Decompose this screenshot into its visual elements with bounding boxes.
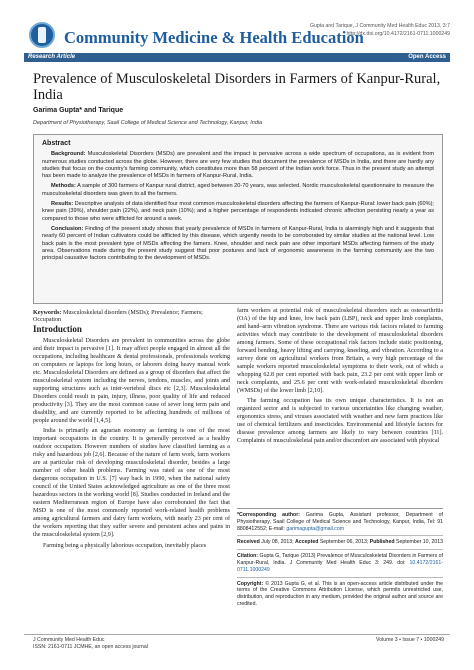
copyright-text: © 2013 Gupta G, et al. This is an open-access article distributed under the terms of the Creative Commons Attribution License, which permits unrestricted use, distribution, and reproduction in any medium, provided the original author and source are credited.	[237, 580, 443, 607]
received-date: July 08, 2013;	[261, 539, 294, 546]
author-affiliation: Department of Physiotherapy, Saail College of Medical Science and Technology, Kanpur, India	[33, 120, 263, 126]
right-column	[237, 308, 443, 449]
footer-journal-info	[33, 637, 148, 651]
footer-volume: Volume 3 • Issue 7 • 1000249	[376, 637, 444, 643]
notes-separator	[237, 535, 443, 536]
intro-paragraph-1: Musculoskeletal Disorders are prevalent in communities across the globe and their impact is pervasive [1]. It may affect people engaged in almost all the occupations, including healthcare & dental professionals, professionals working on computers or laptops for long hours, or laborers doing heavy manual work etc. Musculoskeletal Disorders are defined as a group of disorders that affect the musculoskeletal system including the nerves, tendons, muscles, and joints and supporting structures such as inter-vertebral discs etc [2,3]. Musculoskeletal Disorders could result in pain, injury, illness, poor quality of life and reduced productivity [3]. They are the most common cause of sever long term pain and disability, and are currently reported to be affecting hundreds of millions of people around the world [1,4,5].	[33, 338, 230, 424]
left-column	[33, 338, 230, 554]
accepted-date: September 06, 2013;	[319, 539, 369, 546]
published-date: September 10, 2013	[395, 539, 443, 546]
published-label: Published	[369, 539, 395, 546]
accepted-label: Accepted	[295, 539, 319, 546]
introduction-heading: Introduction	[33, 324, 82, 334]
intro-paragraph-2: India is primarily an agrarian economy as farming is one of the most important occupations in the country. It is generally perceived as a healthy outdoor occupation. However numbers of studies have classified farming as a risky and hazardous job [2,6]. Because of the nature of farm work, farm workers are at particular risk of developing musculoskeletal disorder, besides a large number of other health problems. Farming was rated as one of the most dangerous occupation in U.S. [7] way back in 1990, when the national safety council of the United States acknowledged agriculture as one of the three most hazardous sectors in the working world [8]. Studies conducted in Ireland and the eastern Mediterranean region of Europe have also corroborated the fact that MSD is one of the most commonly reported work-related health problems among agricultural farmers and dairy farm workers, with nearly 23 per cent of the workers reporting that they suffer severe and persistent aches and pains in the musculoskeletal system [2,9].	[33, 428, 230, 538]
article-dates	[237, 539, 443, 546]
methods-text: A sample of 300 farmers of Kanpur rural district, aged between 20-70 years, was selected. Nordic musculoskeletal questionnaire to measure the musculoskeletal disorders was given to all the farmers.	[42, 183, 434, 197]
methods-label: Methods:	[51, 183, 76, 190]
author-email-link[interactable]: garimagupta@gmail.com	[286, 525, 345, 532]
background-label: Background:	[51, 151, 86, 158]
journal-name: Community Medicine & Health Education	[64, 28, 364, 47]
citation-label: Citation:	[237, 553, 259, 560]
corresponding-text: Garima Gupta, Assistant professor, Department of Physiotherapy, Saail College of Medical Science and Technology, Kanpur, India, Tel: 91 8808412552; E-mail:	[237, 512, 443, 532]
footer-issn: ISSN: 2161-0711 JCMHE, an open access journal	[33, 644, 148, 650]
journal-logo	[29, 22, 55, 48]
received-label: Received	[237, 539, 260, 546]
footer-divider	[24, 634, 450, 635]
abstract-background	[42, 151, 434, 180]
header-citation: Gupta and Tarique, J Community Med Health Educ 2013, 3:7	[309, 23, 450, 29]
conclusion-label: Conclusion:	[51, 225, 84, 232]
copyright-label: Copyright:	[237, 580, 264, 587]
article-authors: Garima Gupta* and Tarique	[33, 107, 124, 114]
footer-journal-short: J Community Med Health Educ	[33, 637, 105, 643]
citation-note	[237, 553, 443, 573]
notes-separator	[237, 549, 443, 550]
abstract-conclusion	[42, 226, 434, 262]
article-type-label: Research Article	[28, 54, 76, 60]
abstract-heading: Abstract	[42, 140, 71, 147]
keywords	[33, 310, 229, 325]
keywords-text: Musculoskeletal disorders (MSDs); Prevalence; Farmers; Occupation	[33, 310, 203, 324]
copyright-note	[237, 581, 443, 608]
notes-divider	[237, 508, 443, 509]
results-text: Descriptive analysis of data identified four most common musculoskeletal disorders affecting the farmers of Kanpur-Rural: lower back pain (60%); knee pain (39%), shoulder pain (22%), and neck pain (10%); and a higher percentage of respondents indicated chronic affection persisting nearly a year as compared to those who were afflicted for around a week.	[42, 201, 434, 222]
abstract-results	[42, 201, 434, 223]
results-label: Results:	[51, 201, 74, 208]
notes-separator	[237, 577, 443, 578]
open-access-label: Open Access	[408, 54, 446, 60]
corresponding-author	[237, 512, 443, 532]
conclusion-text: Finding of the present study shows that yearly prevalence of MSDs in farmers of Kanpur-Rural, India is alarmingly high and it suggests that nearly 60 percent of Indian cultivators could be afflicted by this disease, which urgently needs to be corroborated by similar studies at the national level. Low back pain is the most prevalent type of MSDs affecting the famers. Knee, shoulder and neck pain are other important MSDs affecting farmers of the study area. Observations made during the present study suggest that poor postures and lack of ergonomic awareness in the farming community are the two principal causative factors contributing to the development of MSDs.	[42, 225, 434, 262]
article-title: Prevalence of Musculoskeletal Disorders in Farmers of Kanpur-Rural, India	[33, 71, 441, 103]
intro-paragraph-4: farm workers at potential risk of musculoskeletal disorders such as osteoarthritis (OA) of the hip and knee, low back pain (LBP), neck and upper limb complaints, and hand–arm vibration syndrome. There are various risk factors related to farming activities which may contribute to the development of musculoskeletal disorders among farmers. Some of these occupational risk factors include static positioning, forward bending, heavy lifting and carrying, kneeling, and vibration. According to a survey done on agricultural workers from Britain, a very high percentage of the sample workers reported musculoskeletal symptoms to their work, out of which a whopping 62.8 per cent reported with back pain, 23.2 per cent with upper limb or neck complaints, and 25.6 per cent with work-related musculoskeletal disorders (WMSDs) of the lower limb [2,10].	[237, 308, 443, 394]
abstract-methods	[42, 183, 434, 198]
header-citation-block	[250, 22, 450, 38]
corresponding-label: *Corresponding author:	[237, 512, 300, 518]
keywords-label: Keywords:	[33, 310, 62, 316]
article-notes	[237, 512, 443, 611]
article-type-banner	[24, 53, 450, 62]
citation-doi-link[interactable]: 10.4172/2161-0711.1000249	[237, 559, 443, 573]
background-text: Musculoskeletal Disorders (MSDs) are prevalent and the impact is pervasive across a wide spectrum of occupations, as is evident from numerous studies conducted across the globe. However, there are very few studies that document the prevalence of MSDs in India, and there are hardly any studies that focus on the country's farming community, which constitutes more than 58 percent of the Indian work force. Thus in the present study an attempt has been made to analyze the prevalence of MSDs in farmers of Kanpur-Rural, India.	[42, 151, 434, 180]
intro-paragraph-3: Farming being a physically laborious occupation, inevitably places	[43, 542, 207, 549]
abstract-box	[33, 134, 443, 304]
citation-text: Gupta G, Tarique (2013) Prevalence of Musculoskeletal Disorders in Farmers of Kanpur-Rural, India. J Community Med Health Educ 3: 249. doi:	[237, 553, 443, 566]
intro-paragraph-5: The farming occupation has its own unique characteristics. It is not an organized sector and is subjected to various uncertainties like changing weather, ergonomics stress, and viruses associated with weather and new farm practices like use of chemical fertilizers and insecticides. Environmental and lifestyle factors for disease prevalence among farmers are likely to vary between countries [11]. Complaints of musculoskeletal pain and/or discomfort are associated with physical	[237, 398, 443, 445]
header-doi-link[interactable]: http://dx.doi.org/10.4172/2161-0711.1000249	[346, 31, 450, 37]
